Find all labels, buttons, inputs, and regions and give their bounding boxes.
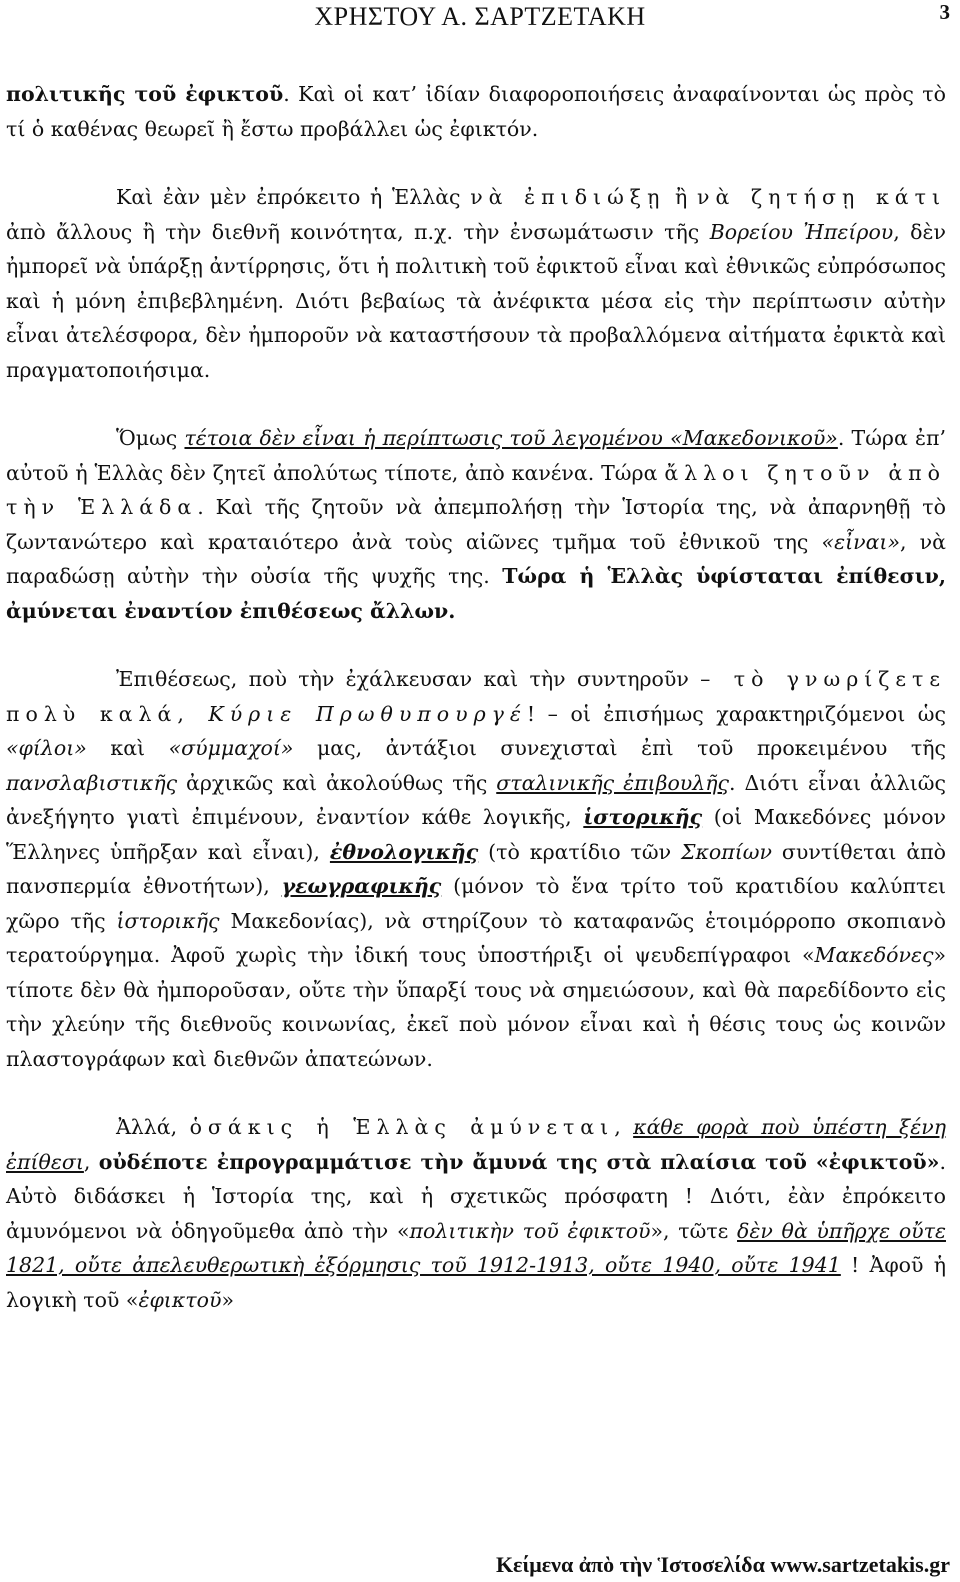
bold-phrase: πολιτικῆς τοῦ ἐφικτοῦ [6,82,284,106]
document-body [6,77,946,1317]
italic-phrase: Βορείου Ἠπείρου [709,219,894,244]
text-run: . Αὐτὸ διδάσκει ἡ Ἱστορία της, καὶ ἡ σχετικῶς πρόσφατη ! Διότι, ἐὰν ἐπρόκειτο ἀμυνόμενοι νὰ ὁδηγοῦμεθα ἀπὸ τὴν « [6,1149,946,1243]
text-run: . Τώρα ἐπ’ αὐτοῦ ἡ Ἑλλὰς δὲν ζητεῖ ἀπολύτως τίποτε, ἀπὸ κανένα. Τώρα [6,426,946,485]
italic-phrase: ἐφικτοῦ [138,1287,222,1312]
text-run: συντίθεται ἀπὸ πανσπερμία ἐθνοτήτων), [6,839,946,898]
text-run: ἢ [665,185,698,209]
text-run: » τίποτε δὲν θὰ ἠμποροῦσαν, οὔτε τὴν ὕπαρξί τους νὰ σημειώσουν, καὶ θὰ παρεδίδοντο εἰς τὴν χλεύην τῆς διεθνοῦς κοινωνίας, ἐκεῖ ποὺ μόνον εἶναι καὶ ἡ θέσις τους ὡς κοινῶν πλαστογράφων καὶ διεθνῶν ἀπατεώνων. [6,943,946,1071]
page-header-title: ΧΡΗΣΤΟΥ Α. ΣΑΡΤΖΕΤΑΚΗ [314,2,646,31]
text-run: . Καὶ οἱ κατ’ ἰδίαν διαφοροποιήσεις ἀναφαίνονται ὡς πρὸς τὸ τί ὁ καθένας θεωρεῖ ἢ ἔστω προβάλλει ὡς ἐφικτόν. [6,82,946,141]
page-number: 3 [939,0,950,24]
text-run: μας, ἀντάξιοι συνεχισταὶ ἐπὶ τοῦ προκειμένου τῆς [293,736,946,760]
text-run: ἀρχικῶς καὶ ἀκολούθως τῆς [177,770,497,795]
text-run: . Διότι εἶναι ἀλλιῶς ἀνεξήγητο γιατὶ ἐπιμένουν, ἐναντίον κάθε λογικῆς, [6,770,946,829]
bold-italic-underlined-phrase: ἱστορικῆς [583,805,703,829]
text-run: », τῶτε [650,1218,738,1243]
italic-phrase: «εἶναι» [821,529,901,554]
italic-phrase: Σκοπίων [681,839,772,864]
text-run: Ἀλλά, [116,1115,190,1139]
italic-underlined-phrase: τέτοια δὲν εἶναι ἡ περίπτωσις τοῦ λεγομένου «Μακεδονικοῦ» [184,426,838,450]
spaced-phrase: ἄλλοι ζητοῦν ἀπὸ τὴν Ἑλλάδα [6,460,946,519]
italic-phrase: «φίλοι» [6,736,87,760]
text-run: Καὶ ἐὰν μὲν ἐπρόκειτο ἡ Ἑλλὰς [116,185,471,209]
bold-phrase: Τώρα ἡ Ἑλλὰς ὑφίσταται ἐπίθεσιν, ἀμύνεται ἐναντίον ἐπιθέσεως ἄλλων. [6,564,946,623]
spaced-phrase: – τὸ γνωρίζετε πολὺ καλά, [6,667,946,726]
text-run: . Καὶ τῆς ζητοῦν νὰ ἀπεμπολήσῃ τὴν Ἱστορία της, νὰ ἀπαρνηθῇ τὸ ζωντανώτερο καὶ κραταιότερο ἀνὰ τοὺς αἰῶνες τμῆμα τοῦ ἐθνικοῦ της [6,495,946,554]
text-run: » [221,1287,234,1312]
italic-underlined-phrase: κάθε φορὰ ποὺ ὑπέστη ξένη ἐπίθεσι [6,1115,946,1174]
text-run: (τὸ κρατίδιο τῶν [478,839,681,864]
text-run: , [614,1115,634,1139]
paragraph-5 [6,1110,946,1317]
spaced-phrase: νὰ ἐπιδιώξῃ [470,185,666,209]
italic-phrase: πανσλαβιστικῆς [6,770,178,795]
text-run: , [83,1149,99,1174]
text-run: καὶ [86,736,169,760]
text-run: ! – οἱ ἐπισήμως χαρακτηριζόμενοι ὡς [526,701,946,726]
italic-spaced-phrase: Κύριε Πρωθυπουργέ [208,701,527,726]
text-run: , δὲν ἠμπορεῖ νὰ ὑπάρξῃ ἀντίρρησις, ὅτι ἡ πολιτικὴ τοῦ ἐφικτοῦ εἶναι καὶ ἐθνικῶς εὐπρόσωπος καὶ ἡ μόνη ἐπιβεβλημένη. Διότι βεβαίως τὰ ἀνέφικτα μέσα εἰς τὴν περίπτωσιν αὐτὴν εἶναι ἀτελέσφορα, δὲν ἠμποροῦν νὰ καταστήσουν τὰ προβαλλόμενα αἰτήματα ἐφικτὰ καὶ πραγματοποιήσιμα. [6,219,946,382]
italic-phrase: «σύμμαχοί» [168,736,294,760]
text-run: (οἱ Μακεδόνες μόνον Ἕλληνες ὑπῆρξαν καὶ εἶναι), [6,805,946,864]
bold-phrase: οὐδέποτε ἐπρογραμμάτισε τὴν ἄμυνά της στὰ πλαίσια τοῦ «ἐφικτοῦ» [98,1149,940,1174]
text-run: ἀπὸ ἄλλους ἢ τὴν διεθνῆ κοινότητα, π.χ. τὴν ἐνσωμάτωσιν τῆς [6,219,710,244]
paragraph-4 [6,662,946,1076]
page-footer: Κείμενα ἀπὸ τὴν Ἱστοσελίδα www.sartzetakis.gr [495,1552,950,1577]
text-run: ! Ἀφοῦ ἡ λογικὴ τοῦ « [6,1253,946,1312]
text-run: (μόνον τὸ ἕνα τρίτο τοῦ κρατιδίου καλύπτει χῶρο τῆς [6,874,946,933]
text-run: Μακεδονίας), νὰ στηρίζουν τὸ καταφανῶς ἑτοιμόρροπο σκοπιανὸ τερατούργημα. Ἀφοῦ χωρὶς τὴν ἰδική τους ὑποστήριξι οἱ ψευδεπίγραφοι « [6,908,947,967]
spaced-phrase: νὰ ζητήσῃ κάτι [697,185,946,209]
italic-underlined-phrase: σταλινικῆς ἐπιβουλῆς [496,770,730,795]
spaced-phrase: ὁσάκις ἡ Ἑλλὰς ἀμύνεται [189,1115,615,1139]
italic-phrase: Μακεδόνες [814,943,934,967]
paragraph-2 [6,180,946,387]
paragraph-1 [6,77,946,146]
italic-phrase: πολιτικὴν τοῦ ἐφικτοῦ [409,1218,651,1243]
text-run: Ὅμως [116,426,185,450]
text-run: Ἐπιθέσεως, ποὺ τὴν ἐχάλκευσαν καὶ τὴν συντηροῦν [116,667,701,691]
bold-italic-underlined-phrase: ἐθνολογικῆς [329,839,479,864]
text-run: , νὰ παραδώσῃ αὐτὴν τὴν οὐσία τῆς ψυχῆς της. [6,529,946,588]
italic-underlined-phrase: δὲν θὰ ὑπῆρχε οὔτε 1821, οὔτε ἀπελευθερωτικὴ ἐξόρμησις τοῦ 1912-1913, οὔτε 1940, οὔτε 1941 [6,1218,946,1277]
paragraph-3 [6,421,946,628]
bold-italic-underlined-phrase: γεωγραφικῆς [281,874,442,898]
italic-phrase: ἱστορικῆς [116,908,220,933]
